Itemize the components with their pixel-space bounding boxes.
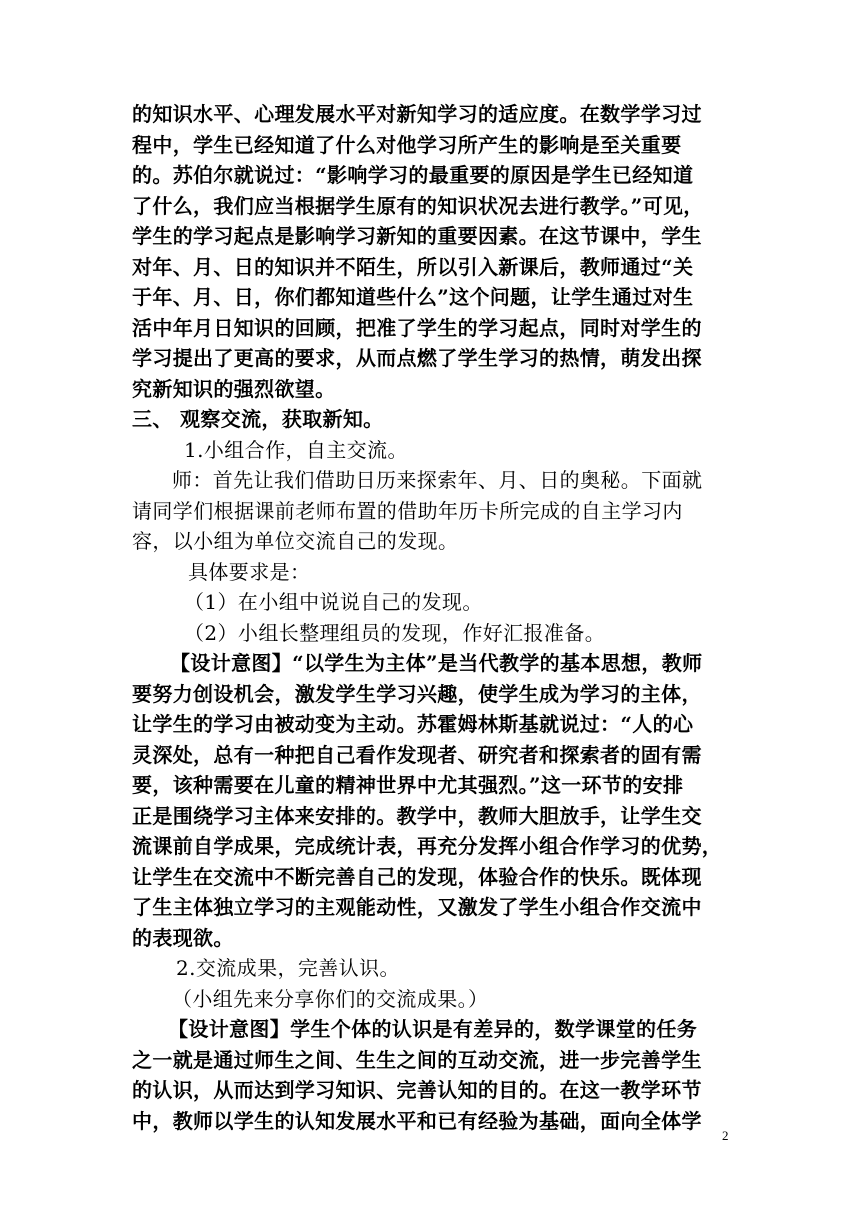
subsection-heading: 2.交流成果，完善认识。: [176, 956, 400, 980]
text-line: 学生的学习起点是影响学习新知的重要因素。在这节课中，学生: [132, 224, 702, 248]
subsection-heading: 1.小组合作，自主交流。: [184, 437, 408, 462]
text-line: 中，教师以学生的认知发展水平和已有经验为基础，面向全体学: [132, 1108, 702, 1133]
text-line: 之一就是通过师生之间、生生之间的互动交流，进一步完善学生: [132, 1047, 702, 1072]
text-line: 让学生在交流中不断完善自己的发现，体验合作的快乐。既体现: [132, 864, 702, 889]
text-line: 对年、月、日的知识并不陌生，所以引入新课后，教师通过“关: [132, 254, 694, 279]
text-line: 要努力创设机会，激发学生学习兴趣，使学生成为学习的主体，: [132, 681, 702, 706]
document-body: [132, 99, 736, 1136]
design-intent-line: 【设计意图】“以学生为主体”是当代教学的基本思想，教师: [170, 651, 703, 675]
text-line: 要，该种需要在儿童的精神世界中尤其强烈。”这一环节的安排: [132, 773, 684, 797]
requirement-item: （1）在小组中说说自己的发现。: [184, 590, 483, 614]
text-line: 的。苏伯尔就说过：“影响学习的最重要的原因是学生已经知道: [132, 163, 694, 187]
text-line: 请同学们根据课前老师布置的借助年历卡所完成的自主学习内: [132, 498, 683, 523]
text-line: 了什么，我们应当根据学生原有的知识状况去进行教学。”可见，: [132, 193, 704, 218]
text-line: （小组先来分享你们的交流成果。）: [172, 986, 489, 1011]
text-line: 活中年月日知识的回顾，把准了学生的学习起点，同时对学生的: [132, 315, 702, 340]
text-line: 灵深处，总有一种把自己看作发现者、研究者和探索者的固有需: [132, 742, 702, 767]
text-line: 了生主体独立学习的主观能动性，又激发了学生小组合作交流中: [132, 895, 702, 919]
text-line: 的认识，从而达到学习知识、完善认知的目的。在这一教学环节: [132, 1078, 702, 1102]
section-heading: 三、 观察交流，获取新知。: [132, 407, 384, 431]
page-number: 2: [722, 1128, 729, 1143]
text-line: 容，以小组为单位交流自己的发现。: [132, 529, 459, 553]
text-line: 让学生的学习由被动变为主动。苏霍姆林斯基就说过：“人的心: [132, 712, 694, 736]
text-line: 的表现欲。: [132, 925, 234, 950]
text-line: 学习提出了更高的要求，从而点燃了学生学习的热情，萌发出探: [132, 346, 702, 370]
design-intent-line: 【设计意图】学生个体的认识是有差异的，数学课堂的任务: [168, 1017, 698, 1041]
text-line: 正是围绕学习主体来安排的。教学中，教师大胆放手，让学生交: [132, 803, 702, 828]
requirement-item: （2）小组长整理组员的发现，作好汇报准备。: [184, 620, 606, 645]
requirements-heading: 具体要求是：: [188, 559, 311, 584]
text-line: 流课前自学成果，完成统计表，再充分发挥小组合作学习的优势，: [132, 834, 723, 858]
text-line: 于年、月、日，你们都知道些什么”这个问题，让学生通过对生: [132, 285, 694, 309]
text-line: 究新知识的强烈欲望。: [132, 376, 336, 401]
text-line: 的知识水平、心理发展水平对新知学习的适应度。在数学学习过: [132, 102, 702, 126]
text-line: 师：首先让我们借助日历来探索年、月、日的奥秘。下面就: [172, 468, 703, 492]
text-line: 程中，学生已经知道了什么对他学习所产生的影响是至关重要: [132, 132, 682, 157]
